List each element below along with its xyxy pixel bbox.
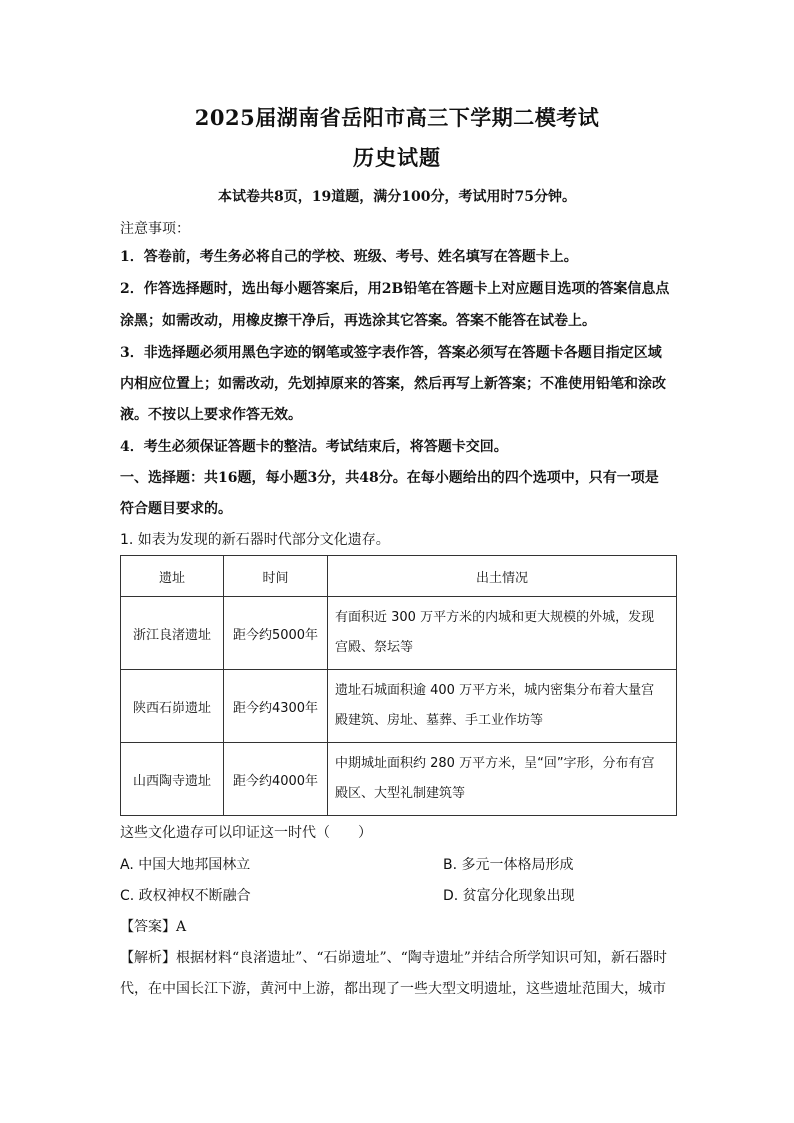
option-c[interactable]: C. 政权神权不断融合 (120, 888, 251, 904)
cell-time: 距今约4300年 (224, 670, 328, 743)
cell-finds (328, 743, 677, 816)
analysis-line-2: 代，在中国长江下游，黄河中上游，都出现了一些大型文明遗址，这些遗址范围大，城市 (120, 981, 666, 997)
question-1-prompt: 这些文化遗存可以印证这一时代（ ） (120, 825, 372, 841)
section-heading-line-2: 符合题目要求的。 (120, 501, 232, 517)
cell-site: 山西陶寺遗址 (121, 743, 224, 816)
exam-subtitle: 历史试题 (353, 145, 441, 170)
note-line-3: 涂黑；如需改动，用橡皮擦干净后，再选涂其它答案。答案不能答在试卷上。 (120, 313, 596, 329)
option-d[interactable]: D. 贫富分化现象出现 (443, 888, 575, 904)
analysis-line-1: 【解析】根据材料“良渚遗址”、“石峁遗址”、“陶寺遗址”并结合所学知识可知，新石器时 (120, 950, 667, 966)
note-line-6: 液。不按以上要求作答无效。 (120, 407, 302, 423)
finds-line-1: 遗址石城面积逾 400 万平方米，城内密集分布着大量宫 (335, 683, 655, 698)
section-heading-line-1: 一、选择题：共16题，每小题3分，共48分。在每小题给出的四个选项中，只有一项是 (120, 470, 659, 486)
table-row (121, 670, 677, 743)
header-site: 遗址 (121, 556, 224, 597)
option-b[interactable]: B. 多元一体格局形成 (443, 857, 574, 873)
note-line-5: 内相应位置上；如需改动，先划掉原来的答案，然后再写上新答案；不准使用铅笔和涂改 (120, 376, 666, 392)
finds-line-2: 殿建筑、房址、墓葬、手工业作坊等 (335, 713, 544, 728)
notes-heading: 注意事项： (120, 221, 190, 237)
exam-info: 本试卷共8页，19道题，满分100分，考试用时75分钟。 (218, 189, 576, 205)
finds-line-2: 殿区、大型礼制建筑等 (335, 786, 466, 801)
table-row (121, 597, 677, 670)
note-line-1: 1．答卷前，考生务必将自己的学校、班级、考号、姓名填写在答题卡上。 (120, 249, 578, 265)
cell-site: 陕西石峁遗址 (121, 670, 224, 743)
answer-line: 【答案】A (120, 919, 187, 935)
cell-finds (328, 670, 677, 743)
question-1-stem: 1. 如表为发现的新石器时代部分文化遗存。 (120, 532, 390, 548)
note-line-4: 3．非选择题必须用黑色字迹的钢笔或签字表作答，答案必须写在答题卡各题目指定区域 (120, 345, 662, 361)
cell-site: 浙江良渚遗址 (121, 597, 224, 670)
header-time: 时间 (224, 556, 328, 597)
relics-table (120, 555, 677, 816)
table-header-row (121, 556, 677, 597)
cell-time: 距今约4000年 (224, 743, 328, 816)
finds-line-1: 中期城址面积约 280 万平方米，呈“回”字形，分布有宫 (335, 756, 655, 771)
finds-line-2: 宫殿、祭坛等 (335, 640, 414, 655)
cell-time: 距今约5000年 (224, 597, 328, 670)
note-line-7: 4．考生必须保证答题卡的整洁。考试结束后，将答题卡交回。 (120, 439, 508, 455)
header-finds: 出土情况 (328, 556, 677, 597)
exam-title: 2025届湖南省岳阳市高三下学期二模考试 (194, 105, 600, 130)
option-a[interactable]: A. 中国大地邦国林立 (120, 857, 251, 873)
note-line-2: 2．作答选择题时，选出每小题答案后，用2B铅笔在答题卡上对应题目选项的答案信息点 (120, 281, 670, 297)
finds-line-1: 有面积近 300 万平方米的内城和更大规模的外城，发现 (335, 610, 655, 625)
cell-finds (328, 597, 677, 670)
table-row (121, 743, 677, 816)
